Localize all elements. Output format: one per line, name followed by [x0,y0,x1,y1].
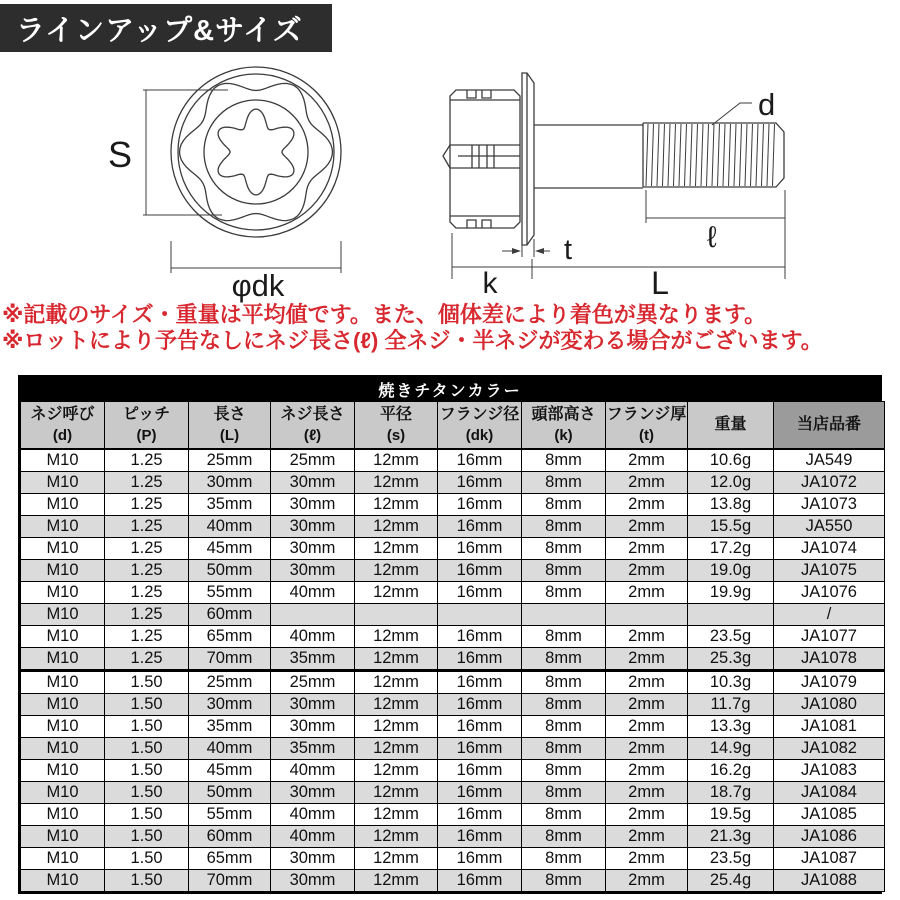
table-cell: 12mm [355,760,438,782]
note-line: ※記載のサイズ・重量は平均値です。また、個体差により着色が異なります。 [2,302,767,327]
table-cell: 2mm [606,449,688,472]
table-cell: 13.3g [688,716,774,738]
table-cell: 12mm [355,671,438,694]
table-cell: 12mm [355,716,438,738]
table-cell: M10 [21,694,105,716]
table-cell: 16mm [438,782,522,804]
table-cell: 30mm [271,516,355,538]
table-cell [688,604,774,626]
table-cell: 16mm [438,472,522,494]
column-header: フランジ径 (dk) [438,402,522,450]
table-cell: 25mm [189,671,271,694]
table-cell: 8mm [522,449,606,472]
table-cell: M10 [21,538,105,560]
table-cell: 10.6g [688,449,774,472]
table-row [21,516,885,538]
bolt-diagrams [0,55,900,307]
table-cell: JA1088 [774,870,885,892]
torx-outer-lobe-outline [180,83,333,220]
table-cell: M10 [21,738,105,760]
table-cell: M10 [21,870,105,892]
table-cell: JA1076 [774,582,885,604]
table-cell: 21.3g [688,826,774,848]
table-cell: 65mm [189,626,271,648]
table-cell: M10 [21,626,105,648]
table-cell: 2mm [606,716,688,738]
table-cell: 30mm [189,694,271,716]
table-cell: 8mm [522,782,606,804]
table-cell: 12mm [355,738,438,760]
table-cell: 50mm [189,782,271,804]
table-cell: M10 [21,716,105,738]
table-cell: 16mm [438,494,522,516]
table-cell: 16mm [438,694,522,716]
column-header: 当店品番 [774,402,885,450]
table-cell: 25.3g [688,648,774,671]
table-cell: 16mm [438,870,522,892]
table-cell: 12mm [355,804,438,826]
column-header: 重量 [688,402,774,450]
table-cell: 8mm [522,870,606,892]
table-cell: 14.9g [688,738,774,760]
table-cell: 40mm [271,760,355,782]
table-cell: 1.50 [105,694,189,716]
table-cell: 1.25 [105,538,189,560]
table-cell: 12mm [355,626,438,648]
note-line: ※ロットにより予告なしにネジ長さ(ℓ) 全ネジ・半ネジが変わる場合がございます。 [2,328,823,353]
table-cell: 40mm [271,804,355,826]
table-cell: 10.3g [688,671,774,694]
table-row [21,472,885,494]
table-cell: 12mm [355,782,438,804]
table-cell: M10 [21,760,105,782]
table-cell: JA1079 [774,671,885,694]
table-cell: 1.25 [105,494,189,516]
column-header: 頭部高さ (k) [522,402,606,450]
table-cell: JA1086 [774,826,885,848]
table-cell: 2mm [606,582,688,604]
table-cell: 8mm [522,582,606,604]
table-row [21,449,885,472]
table-cell: 16mm [438,848,522,870]
table-cell: 12mm [355,494,438,516]
table-cell: 1.25 [105,648,189,671]
table-cell: 1.50 [105,848,189,870]
table-cell: 2mm [606,626,688,648]
table-row [21,604,885,626]
thread-hatching [646,124,775,186]
table-cell: JA1072 [774,472,885,494]
table-cell: 1.25 [105,604,189,626]
table-cell: 8mm [522,560,606,582]
table-cell: M10 [21,848,105,870]
table-cell: 1.25 [105,560,189,582]
table-cell: 30mm [271,494,355,516]
table-cell: M10 [21,804,105,826]
table-cell: 12mm [355,648,438,671]
table-cell: 30mm [271,538,355,560]
table-cell: 8mm [522,848,606,870]
table-cell: M10 [21,494,105,516]
table-cell: 1.25 [105,472,189,494]
table-cell: 12.0g [688,472,774,494]
table-cell: 2mm [606,804,688,826]
table-cell: 12mm [355,870,438,892]
table-cell: 30mm [189,472,271,494]
table-cell: 8mm [522,648,606,671]
table-cell: 1.50 [105,760,189,782]
table-cell: 30mm [271,694,355,716]
table-cell: 19.5g [688,804,774,826]
table-cell: 16mm [438,760,522,782]
table-cell: JA1083 [774,760,885,782]
table-cell: 55mm [189,804,271,826]
table-cell: 25.4g [688,870,774,892]
table-cell: 8mm [522,804,606,826]
table-cell: 30mm [271,560,355,582]
table-cell: 12mm [355,538,438,560]
table-cell: 2mm [606,760,688,782]
table-cell: 8mm [522,826,606,848]
table-cell: 2mm [606,738,688,760]
table-row [21,782,885,804]
table-cell: M10 [21,449,105,472]
table-cell: 1.50 [105,738,189,760]
table-cell [522,604,606,626]
table-cell: 25mm [271,671,355,694]
table-cell: 1.25 [105,582,189,604]
table-cell: 1.25 [105,626,189,648]
table-title-bar [20,377,880,401]
table-cell: 1.50 [105,804,189,826]
table-cell: JA1074 [774,538,885,560]
table-cell: 2mm [606,648,688,671]
table-cell: 12mm [355,449,438,472]
table-cell: 30mm [271,782,355,804]
table-cell: 8mm [522,738,606,760]
table-cell: 25mm [271,449,355,472]
table-row [21,626,885,648]
table-cell: 30mm [271,848,355,870]
table-cell: 2mm [606,538,688,560]
table-cell: 40mm [189,738,271,760]
dim-label-dk: φdk [231,268,285,303]
table-cell [355,604,438,626]
table-cell: 1.50 [105,782,189,804]
table-cell: 2mm [606,848,688,870]
table-cell: 2mm [606,472,688,494]
dim-label-k: k [482,267,498,300]
table-cell: M10 [21,782,105,804]
table-cell [606,604,688,626]
table-cell: 13.8g [688,494,774,516]
table-cell: 35mm [271,738,355,760]
table-cell: 12mm [355,848,438,870]
table-cell: JA1080 [774,694,885,716]
size-table-container [18,375,882,894]
torx-recess-outline [218,109,294,195]
column-header: 長さ (L) [189,402,271,450]
table-cell: 8mm [522,472,606,494]
table-row [21,694,885,716]
table-cell: 12mm [355,516,438,538]
table-cell: 15.5g [688,516,774,538]
table-cell: M10 [21,826,105,848]
table-row [21,848,885,870]
table-cell: 2mm [606,671,688,694]
table-cell: M10 [21,604,105,626]
dim-label-L: L [651,265,669,301]
size-table [20,401,885,892]
table-row [21,760,885,782]
table-cell: 8mm [522,538,606,560]
column-header: フランジ厚 (t) [606,402,688,450]
table-cell: 70mm [189,870,271,892]
table-cell: 2mm [606,782,688,804]
table-cell: JA1087 [774,848,885,870]
table-cell: JA1077 [774,626,885,648]
table-cell: 16mm [438,738,522,760]
table-cell: 55mm [189,582,271,604]
table-cell: 1.25 [105,449,189,472]
table-cell: 23.5g [688,626,774,648]
table-cell: 2mm [606,826,688,848]
table-cell: 16mm [438,671,522,694]
bolt-side-view-diagram [443,73,785,279]
table-cell: JA1084 [774,782,885,804]
table-cell: M10 [21,472,105,494]
table-cell: 8mm [522,694,606,716]
table-cell: JA1081 [774,716,885,738]
table-cell: 30mm [271,870,355,892]
table-cell: JA1075 [774,560,885,582]
table-cell: 12mm [355,694,438,716]
table-header-row [21,402,885,450]
table-cell: 40mm [271,626,355,648]
notes [2,302,823,354]
table-cell: M10 [21,648,105,671]
column-header: 平径 (s) [355,402,438,450]
table-cell: JA1085 [774,804,885,826]
table-cell: M10 [21,671,105,694]
table-cell: 16mm [438,626,522,648]
table-cell: 16mm [438,449,522,472]
table-cell: 2mm [606,694,688,716]
table-cell: 19.0g [688,560,774,582]
dim-label-s: S [107,134,133,175]
table-cell: 8mm [522,716,606,738]
table-title: 焼きチタンカラー [378,382,522,400]
table-cell: 1.50 [105,671,189,694]
table-cell: M10 [21,516,105,538]
table-cell: / [774,604,885,626]
table-cell: 45mm [189,760,271,782]
table-body [21,449,885,892]
table-row [21,582,885,604]
table-cell: 2mm [606,516,688,538]
table-cell: 60mm [189,826,271,848]
column-header: ネジ長さ (ℓ) [271,402,355,450]
column-header: ネジ呼び (d) [21,402,105,450]
table-cell: 2mm [606,870,688,892]
table-row [21,671,885,694]
table-row [21,560,885,582]
table-cell: 17.2g [688,538,774,560]
table-cell: 12mm [355,472,438,494]
table-cell [438,604,522,626]
table-cell: 16.2g [688,760,774,782]
bolt-head-top-view-diagram [143,67,341,273]
table-row [21,494,885,516]
table-cell: 8mm [522,760,606,782]
table-cell: 16mm [438,560,522,582]
table-cell: 70mm [189,648,271,671]
table-cell: 11.7g [688,694,774,716]
table-cell: 35mm [189,494,271,516]
table-cell: 8mm [522,626,606,648]
table-cell: 12mm [355,826,438,848]
section-banner [0,4,332,52]
table-header [21,402,885,450]
table-cell: 16mm [438,716,522,738]
table-cell: 40mm [271,582,355,604]
dim-label-d: d [758,87,776,122]
table-cell: 40mm [271,826,355,848]
table-row [21,826,885,848]
table-cell: 23.5g [688,848,774,870]
table-cell: 16mm [438,582,522,604]
table-cell: 1.50 [105,716,189,738]
table-cell: 8mm [522,671,606,694]
table-cell: 30mm [271,472,355,494]
table-cell: 16mm [438,826,522,848]
table-cell: 40mm [189,516,271,538]
table-cell: 19.9g [688,582,774,604]
table-cell: 8mm [522,494,606,516]
table-row [21,648,885,671]
table-cell: 30mm [271,716,355,738]
table-cell: 35mm [189,716,271,738]
table-cell: M10 [21,582,105,604]
table-cell: 45mm [189,538,271,560]
table-cell: 12mm [355,560,438,582]
table-cell: 8mm [522,516,606,538]
table-cell: 2mm [606,560,688,582]
table-cell: 12mm [355,582,438,604]
table-row [21,870,885,892]
section-banner-label: ラインアップ&サイズ [16,14,303,47]
table-cell: M10 [21,560,105,582]
table-cell: JA549 [774,449,885,472]
table-cell: 16mm [438,804,522,826]
table-cell: JA1078 [774,648,885,671]
table-row [21,804,885,826]
table-cell: 18.7g [688,782,774,804]
table-cell: JA1073 [774,494,885,516]
column-header: ピッチ (P) [105,402,189,450]
table-cell: 2mm [606,494,688,516]
table-cell: 60mm [189,604,271,626]
table-cell: 1.25 [105,516,189,538]
table-cell: JA550 [774,516,885,538]
table-row [21,716,885,738]
table-row [21,538,885,560]
table-row [21,738,885,760]
dim-label-t: t [564,234,573,266]
table-cell: 65mm [189,848,271,870]
table-cell: 35mm [271,648,355,671]
table-cell: JA1082 [774,738,885,760]
table-cell: 16mm [438,516,522,538]
table-cell: 16mm [438,538,522,560]
table-cell: 50mm [189,560,271,582]
table-cell: 1.50 [105,870,189,892]
table-cell [271,604,355,626]
table-cell: 16mm [438,648,522,671]
table-cell: 1.50 [105,826,189,848]
dim-label-thread-length: ℓ [707,221,717,254]
table-cell: 25mm [189,449,271,472]
